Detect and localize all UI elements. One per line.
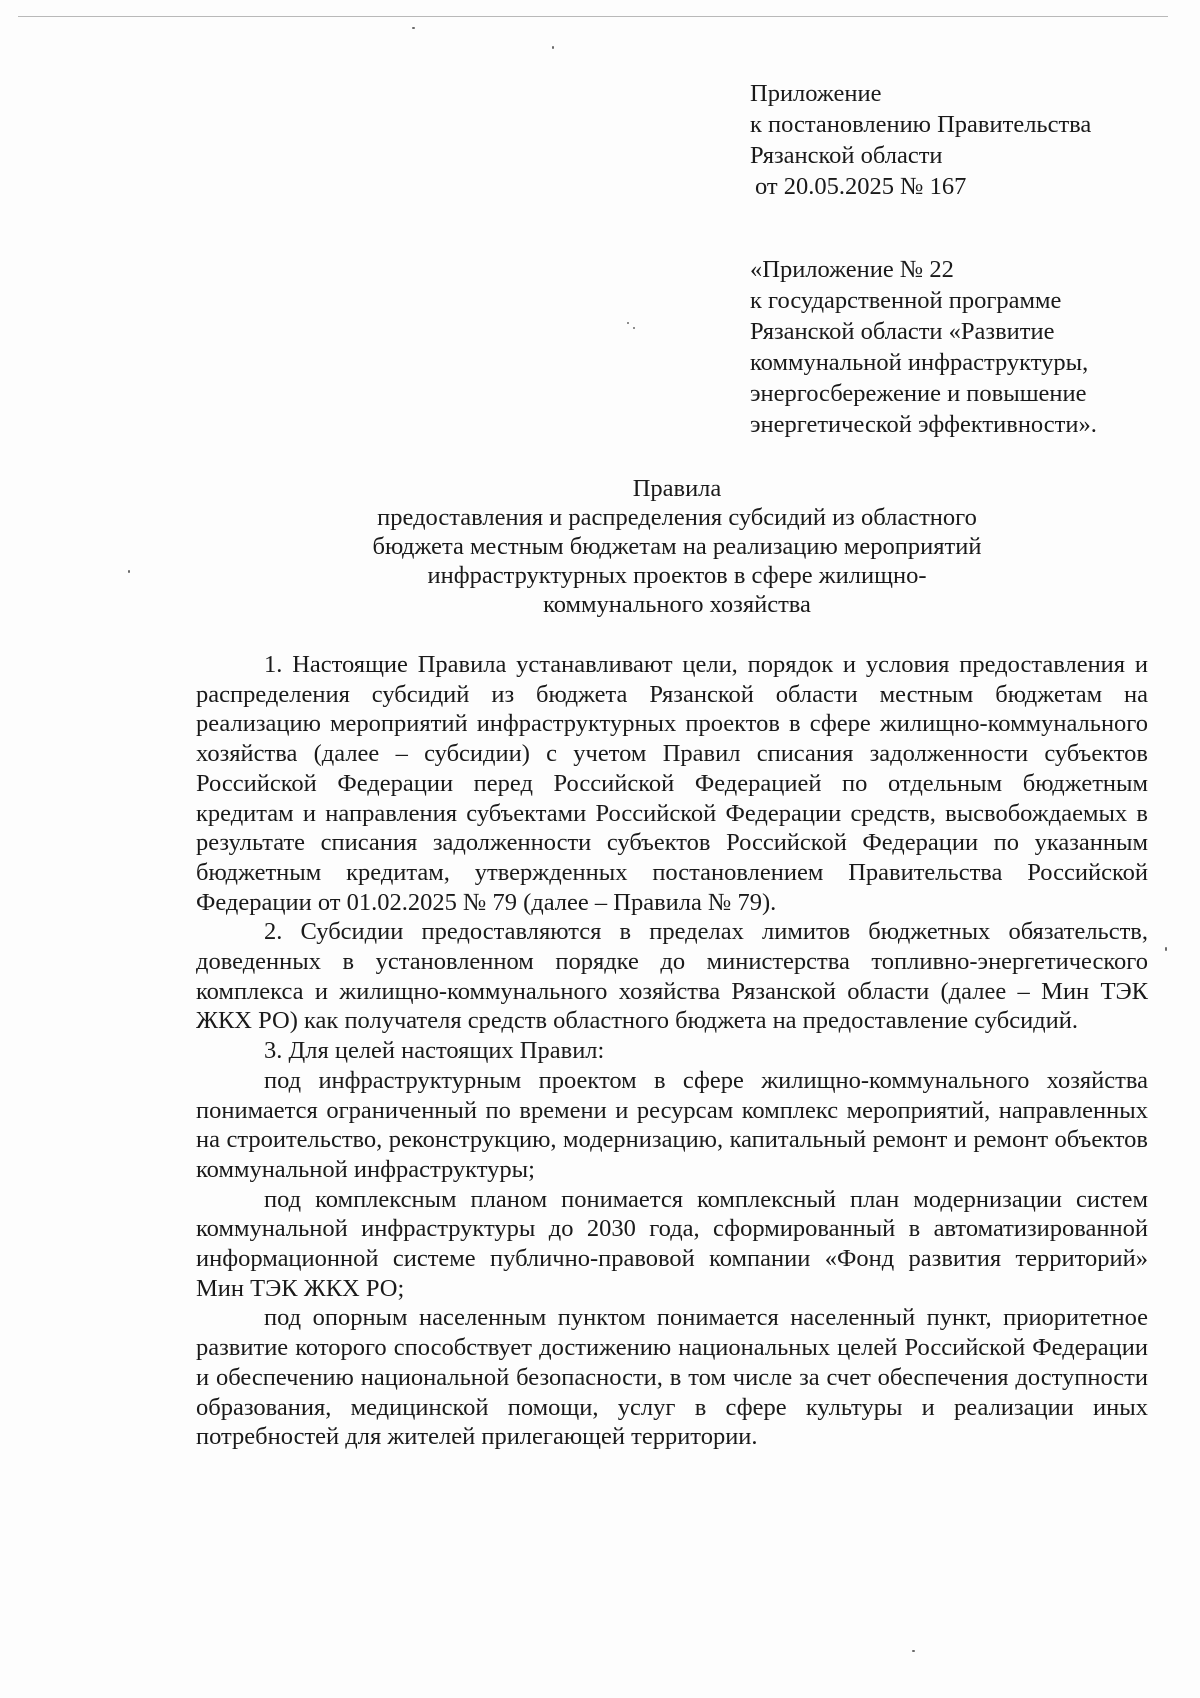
paragraph-definition-infrastructure: под инфраструктурным проектом в сфере жилищно-коммунального хозяйства понимается ограниченный по времени и ресурсам комплекс мероприятий, направленных на строительство, реконструкцию, модернизацию, капитальный ремонт и ремонт объектов коммунальной инфраструктуры;: [196, 1066, 1148, 1183]
approval-line: к постановлению Правительства: [750, 111, 1092, 138]
paragraph-definition-settlement: под опорным населенным пунктом понимается населенный пункт, приоритетное развитие которого способствует достижению национальных целей Российской Федерации и обеспечению национальной безопасности, в том числе за счет обеспечения доступности образования, медицинской помощи, услуг в сфере культуры и реализации иных потребностей для жителей прилегающей территории.: [196, 1304, 1148, 1451]
scan-speck: [912, 1650, 915, 1652]
appendix-line: коммунальной инфраструктуры,: [750, 349, 1089, 376]
title-line: коммунального хозяйства: [543, 591, 811, 618]
approval-line: Рязанской области: [750, 142, 943, 169]
appendix-line: «Приложение № 22: [750, 256, 954, 283]
paragraph-definition-complex-plan: под комплексным планом понимается комплексный план модернизации систем коммунальной инфраструктуры до 2030 года, сформированный в автоматизированной информационной системе публично-правовой компании «Фонд развития территорий» Мин ТЭК ЖКХ РО;: [196, 1185, 1148, 1302]
appendix-line: энергосбережение и повышение: [750, 380, 1087, 407]
scan-top-border: [18, 16, 1168, 17]
paragraph-1: 1. Настоящие Правила устанавливают цели, порядок и условия предоставления и распределения субсидий из бюджета Рязанской области местным бюджетам на реализацию мероприятий инфраструктурных проектов в сфере жилищно-коммунального хозяйства (далее – субсидии) с учетом Правил списания задолженности субъектов Российской Федерации перед Российской Федерацией по отдельным бюджетным кредитам и направления субъектами Российской Федерации средств, высвобождаемых в результате списания задолженности субъектов Российской Федерации по указанным бюджетным кредитам, утвержденных постановлением Правительства Российской Федерации от 01.02.2025 № 79 (далее – Правила № 79).: [196, 651, 1148, 916]
title-line: инфраструктурных проектов в сфере жилищно-: [427, 562, 927, 589]
approval-line: Приложение: [750, 80, 882, 107]
appendix-line: к государственной программе: [750, 287, 1062, 314]
title-line: Правила: [632, 475, 722, 502]
paragraph-3: 3. Для целей настоящих Правил:: [264, 1037, 605, 1065]
title-line: предоставления и распределения субсидий из областного: [377, 504, 977, 531]
document-body: [196, 650, 1148, 1452]
scan-speck: [128, 570, 130, 573]
approval-block: [750, 78, 1091, 202]
appendix-block: [750, 254, 1097, 440]
appendix-line: Рязанской области «Развитие: [750, 318, 1055, 345]
scan-speck: [633, 327, 635, 329]
scan-speck: [412, 27, 415, 29]
approval-date-line: от 20.05.2025 № 167: [755, 173, 967, 200]
scan-speck: [552, 46, 554, 49]
appendix-line: энергетической эффективности».: [750, 411, 1097, 438]
paragraph-2: 2. Субсидии предоставляются в пределах лимитов бюджетных обязательств, доведенных в установленном порядке до министерства топливно-энергетического комплекса и жилищно-коммунального хозяйства Рязанской области (далее – Мин ТЭК ЖКХ РО) как получателя средств областного бюджета на предоставление субсидий.: [196, 918, 1148, 1035]
scan-speck: [1165, 947, 1167, 951]
document-title: [196, 474, 1158, 619]
scan-speck: [627, 322, 629, 324]
title-line: бюджета местным бюджетам на реализацию мероприятий: [372, 533, 982, 560]
